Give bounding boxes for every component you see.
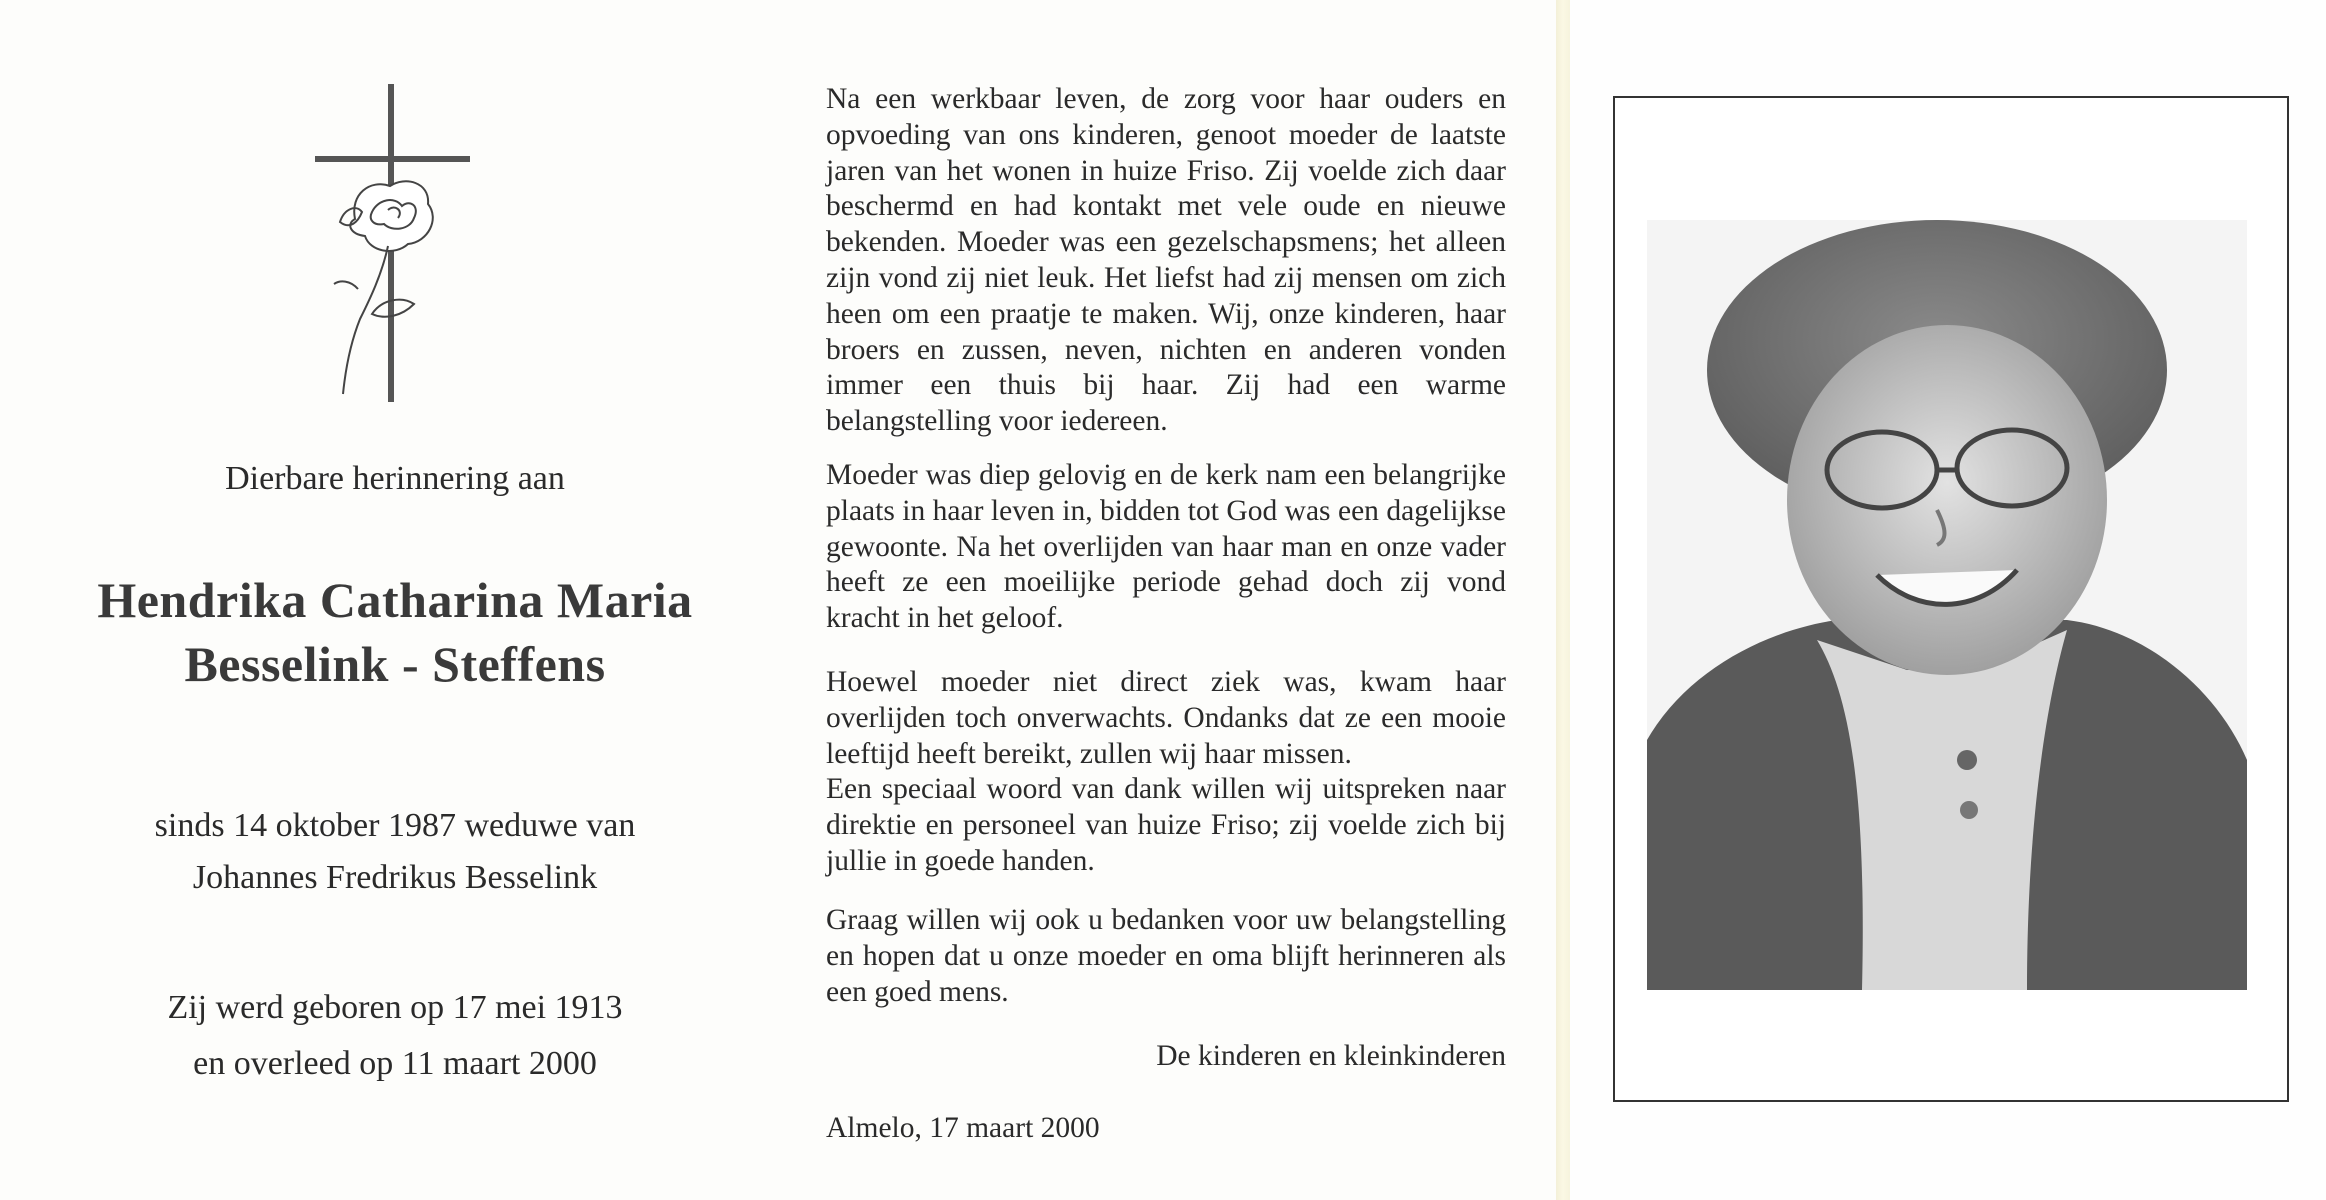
portrait-photo bbox=[1647, 220, 2247, 990]
cross-with-rose-icon bbox=[310, 84, 480, 404]
paragraph-thanks-staff: Een speciaal woord van dank willen wij uitspreken naar direktie en personeel van huize Friso; zij voelde zich bij jullie in goede handen. bbox=[826, 773, 1506, 877]
birth-line: Zij werd geboren op 17 mei 1913 bbox=[167, 989, 623, 1026]
paragraph-passing bbox=[826, 665, 1506, 880]
intro-text: Dierbare herinnering aan bbox=[225, 460, 565, 497]
name-line-2: Besselink - Steffens bbox=[184, 636, 606, 692]
card-fold bbox=[1556, 0, 1570, 1200]
paragraph-thanks: Graag willen wij ook u bedanken voor uw belangstelling en hopen dat u onze moeder en oma blijft herinneren als een goed mens. bbox=[826, 904, 1506, 1008]
widow-info bbox=[40, 800, 750, 904]
paragraph-passing-text: Hoewel moeder niet direct ziek was, kwam haar overlijden toch onverwachts. Ondanks dat ze een mooie leeftijd heeft bereikt, zullen wij haar missen. bbox=[826, 666, 1506, 770]
widow-line-2: Johannes Fredrikus Besselink bbox=[192, 859, 598, 896]
place-date: Almelo, 17 maart 2000 bbox=[826, 1112, 1100, 1144]
name-line-1: Hendrika Catharina Maria bbox=[97, 572, 693, 628]
death-line: en overleed op 11 maart 2000 bbox=[193, 1045, 597, 1082]
paragraph-life: Na een werkbaar leven, de zorg voor haar ouders en opvoeding van ons kinderen, genoot moeder de laatste jaren van het wonen in huize Friso. Zij voelde zich daar beschermd en had kontakt met vele oude en nieuwe bekenden. Moeder was een gezelschapsmens; het alleen zijn vond zij niet leuk. Het liefst had zij mensen om zich heen om een praatje te maken. Wij, onze kinderen, haar broers en zussen, neven, nichten en anderen vonden immer een thuis bij haar. Zij had een warme belangstelling voor iedereen. bbox=[826, 83, 1506, 438]
deceased-name bbox=[40, 568, 750, 696]
life-dates bbox=[40, 980, 750, 1092]
paragraph-faith: Moeder was diep gelovig en de kerk nam een belangrijke plaats in haar leven in, bidden tot God was een dagelijkse gewoonte. Na het overlijden van haar man en onze vader heeft ze een moeilijke periode gehad doch zij vond kracht in het geloof. bbox=[826, 459, 1506, 635]
signoff: De kinderen en kleinkinderen bbox=[1156, 1040, 1506, 1072]
widow-line-1: sinds 14 oktober 1987 weduwe van bbox=[154, 807, 636, 844]
left-panel bbox=[0, 0, 790, 1200]
